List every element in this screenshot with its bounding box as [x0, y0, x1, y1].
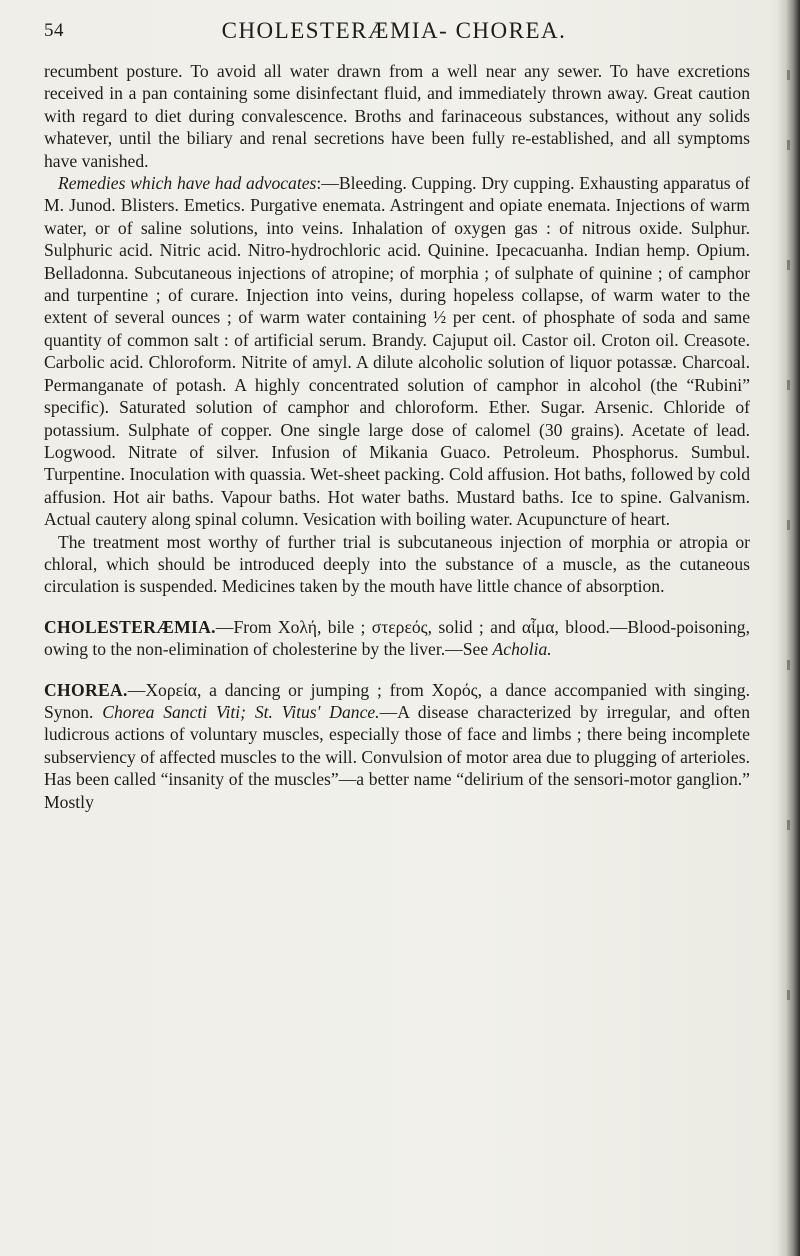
entry-chorea [44, 679, 750, 813]
entry-etymology-chorea: —Χορεία, a dancing or jumping ; from Χορός, a dance accompanied with singing. Synon. [44, 679, 750, 722]
page-number: 54 [44, 20, 64, 41]
entry-body-chorea: —A disease characterized by irregular, and often ludicrous actions of voluntary muscles, especially those of face and limbs ; there being incomplete subserviency of affected muscles to the will. Convulsion of motor area due to plugging of arterioles. Has been called “insanity of the muscles”—a better name “delirium of the sensori-motor ganglion.” Mostly [44, 701, 750, 812]
paragraph-treatment: The treatment most worthy of further trial is subcutaneous injection of morphia or atropia or chloral, which should be introduced deeply into the substance of a muscle, as the cutaneous circulation is suspended. Medicines taken by the mouth have little chance of absorption. [44, 531, 750, 597]
entry-term-cholesteraemia: CHOLESTERÆMIA. [44, 616, 216, 637]
paragraph-recumbent: recumbent posture. To avoid all water drawn from a well near any sewer. To have excretions received in a pan containing some disinfectant fluid, and immediately thrown away. Great caution with regard to diet during convalescence. Broths and farinaceous substances, without any solids whatever, until the biliary and renal secretions have been fully re-established, and all symptoms have vanished. [44, 61, 750, 171]
spine-mark [787, 140, 790, 150]
spine-mark [787, 70, 790, 80]
cross-reference-acholia: Acholia. [492, 639, 552, 660]
paragraph-remedies [44, 172, 750, 531]
book-spine-edge [778, 0, 800, 1256]
spine-mark [787, 260, 790, 270]
spine-mark [787, 520, 790, 530]
chorea-synonyms: Chorea Sancti Viti; St. Vitus' Dance. [102, 701, 380, 722]
remedies-list: :—Bleeding. Cupping. Dry cupping. Exhausting apparatus of M. Junod. Blisters. Emetics. Purgative enemata. Astringent and opiate enemata. Injections of warm water, or of saline solutions, into veins. Inhalation of oxygen gas : of nitrous oxide. Sulphur. Sulphuric acid. Nitric acid. Nitro-hydrochloric acid. Quinine. Ipecacuanha. Indian hemp. Opium. Belladonna. Subcutaneous injections of atropine; of morphia ; of sulphate of quinine ; of camphor and turpentine ; of curare. Injection into veins, during hopeless collapse, of warm water to the extent of several ounces ; of warm water containing ½ per cent. of phosphate of soda and same quantity of common salt : of artificial serum. Brandy. Cajuput oil. Castor oil. Croton oil. Creasote. Carbolic acid. Chloroform. Nitrite of amyl. A dilute alcoholic solution of liquor potassæ. Charcoal. Permanganate of potash. A highly concentrated solution of camphor in alcohol (the “Rubini” specific). Saturated solution of camphor and chloroform. Ether. Sugar. Arsenic. Chloride of potassium. Sulphate of copper. One single large dose of calomel (30 grains). Acetate of lead. Logwood. Nitrate of silver. Infusion of Mikania Guaco. Petroleum. Phosphorus. Sumbul. Turpentine. Inoculation with quassia. Wet-sheet packing. Cold affusion. Hot baths, followed by cold affusion. Hot air baths. Vapour baths. Hot water baths. Mustard baths. Ice to spine. Galvanism. Actual cautery along spinal column. Vesication with boiling water. Acupuncture of heart. [44, 173, 751, 530]
spine-mark [787, 820, 790, 830]
remedies-heading: Remedies which have had advocates [58, 173, 317, 194]
running-head: CHOLESTERÆMIA- CHOREA. [221, 18, 567, 43]
spine-mark [787, 660, 790, 670]
entry-term-chorea: CHOREA. [44, 679, 128, 700]
entry-body-cholesteraemia: —From Χολή, bile ; στερεός, solid ; and αἷμα, blood.—Blood-poisoning, owing to the non-elimination of cholesterine by the liver.—See [44, 616, 750, 660]
entry-cholesteraemia [44, 616, 750, 661]
page-header [44, 18, 744, 48]
spine-mark [787, 990, 790, 1000]
page-body [44, 60, 750, 813]
spine-mark [787, 380, 790, 390]
